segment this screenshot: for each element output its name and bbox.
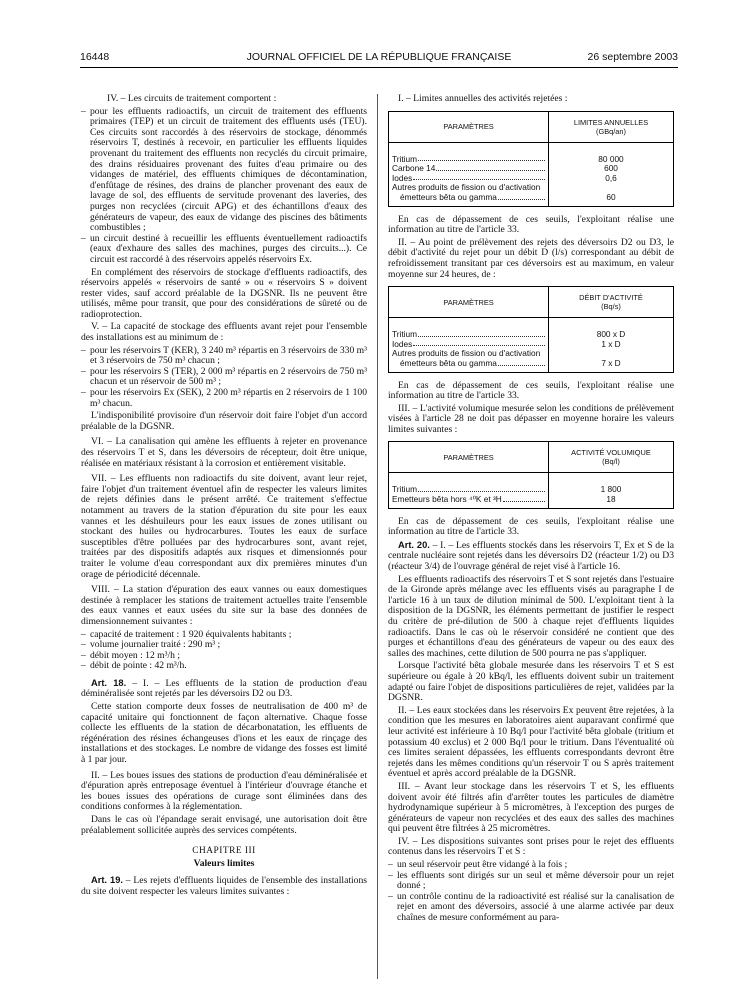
list-item: – débit de pointe : 42 m³/h. [81,661,367,672]
list-item: – un contrôle continu de la radioactivité est réalisé sur la canalisation de rejet en amont des déversoirs, associé à une alarme activée par deux chaînes de mesure conformément au para- [388,892,674,924]
table-row: Emetteurs bêta hors ⁴⁰K et ³H 18 [389,495,674,508]
paragraph-vi: VI. – La canalisation qui amène les effluents à rejeter en provenance des réservoirs T et S, dans les déversoirs de récepteur, doit être unique, réalisée en matériaux résistant à la corrosion et entièrement visitable. [81,436,367,469]
list-item: – volume journalier traité : 290 m³ ; [81,640,367,651]
paragraph-ii-boues: II. – Les boues issues des stations de production d'eau déminéralisée et d'épuration après entreposage éventuel à l'intérieur d'ouvrage étanche et les boues issues des opérations de curage sont éliminées dans des conditions conformes à la réglementation. [81,769,367,813]
table-row: Autres produits de fission ou d'activation émetteurs bêta ou gamma 7 x D [389,349,674,372]
paragraph-epandage: Dans le cas où l'épandage serait envisagé, une autorisation doit être préalablement sollicitée auprès des services compétents. [81,814,367,836]
table-header: LIMITES ANNUELLES (GBq/an) [549,111,674,142]
list-item: – pour les réservoirs Ex (SEK), 2 200 m³ répartis en 2 réservoirs de 1 100 m³ chacun. [81,388,367,409]
article-20 [388,540,674,573]
page-number: 16448 [80,51,110,63]
paragraph-indisponibilite: L'indisponibilité provisoire d'un réservoir doit faire l'objet d'un accord préalable de la DGSNR. [81,410,367,432]
paragraph-v: V. – La capacité de stockage des effluents avant rejet pour l'ensemble des installations est au minimum de : [81,321,367,344]
list-item: – les effluents sont dirigés sur un seul et même déversoir pour un rejet donné ; [388,871,674,892]
paragraph-lorsque: Lorsque l'activité bêta globale mesurée dans les réservoirs T et S est supérieure ou égale à 20 kBq/l, les effluents doivent subir un traitement adapté ou faire l'objet de dispositions particulières de rejet, validées par la DGSNR. [388,660,674,704]
list-item: – pour les effluents radioactifs, un circuit de traitement des effluents primaires (TEP) et un circuit de traitement des effluents usés (TEU). Ces circuits sont raccordés à des réservoirs de stockage, dénommés réservoirs T, destinés à recevoir, en particulier les effluents liquides provenant du traitement des effluents non recyclés du circuit primaire, des drains résiduaires provenant des fuites d'eau primaire ou des vidanges de matériel, des effluents chimiques de décontamination, d'enfûtage de résines, des drains de plancher provenant des eaux de lavage de sol, des effluents de servitude provenant des laveries, des purges non recyclées (circuit APG) et des échantillons d'eaux des générateurs de vapeur, des eaux de vidange des piscines des bâtiments combustibles ; [81,107,367,234]
paragraph-vii: VII. – Les effluents non radioactifs du site doivent, avant leur rejet, faire l'objet d'un traitement éventuel afin de respecter les valeurs limites de rejets définies dans le présent arrêté. Ce traitement s'effectue notamment au travers de la station d'épuration du site pour les eaux vannes et les déshuileurs pour les eaux issues de zones utilisant ou stockant des huiles ou hydrocarbures. Toutes les eaux de surface susceptibles d'être polluées par des hydrocarbures sont, avant rejet, traitées par des dispositifs adaptés aux risques et dimensionnés pour traiter le volume d'eau correspondant aux dix premières minutes d'un orage de périodicité décennale. [81,473,367,580]
paragraph-depassement-2: En cas de dépassement de ces seuils, l'exploitant réalise une information au titre de l'article 33. [388,379,674,402]
table-row: Carbone 14 600 [389,164,674,174]
paragraph-station: Cette station comporte deux fosses de neutralisation de 400 m³ de capacité unitaire qui fonctionnent de façon alternative. Chaque fosse collecte les effluents de la station de décarbonatation, les effluents de régénération des résines échangeuses d'ions et les eaux de rinçage des installations et des stockages. Le nombre de vidange des fosses est limité à 1 par jour. [81,701,367,766]
table-header: PARAMÈTRES [389,442,549,473]
article-18 [81,678,367,700]
table-row: Tritium 800 x D [389,318,674,340]
paragraph-iv-dispositions: IV. – Les dispositions suivantes sont prises pour le rejet des effluents contenus dans les réservoirs T et S : [388,835,674,858]
header-rule [80,67,678,68]
table-header: ACTIVITÉ VOLUMIQUE (Bq/l) [549,442,674,473]
list-iv-dispositions [388,860,674,924]
right-column [388,94,674,926]
publication-date: 26 septembre 2003 [587,51,678,63]
table-row: Tritium 1 800 [389,473,674,495]
article-19 [81,875,367,897]
journal-title: JOURNAL OFFICIEL DE LA RÉPUBLIQUE FRANÇAISE [246,51,512,63]
paragraph-iv: IV. – Les circuits de traitement comportent : [107,93,277,104]
left-column [81,94,367,900]
table-annual-limits [388,111,674,207]
column-divider [377,94,378,979]
paragraph-ii-eaux: II. – Les eaux stockées dans les réservoirs Ex peuvent être rejetées, à la condition que les mesures en laboratoires aient auparavant confirmé que leur activité est inférieure à 10 Bq/l pour l'activité bêta globale (tritium et potassium 40 exclus) et 2 000 Bq/l pour le tritium. Dans l'éventualité où ces limites seraient dépassées, les effluents correspondants devront être rejetés dans les mêmes conditions qu'un réservoir T ou S après traitement éventuel et après accord préalable de la DGSNR. [388,704,674,780]
list-item: – pour les réservoirs T (KER), 3 240 m³ répartis en 3 réservoirs de 330 m³ et 3 réservoirs de 750 m³ chacun ; [81,346,367,367]
paragraph-depassement-3: En cas de dépassement de ces seuils, l'exploitant réalise une information au titre de l'article 33. [388,515,674,538]
table-row: Iodes 1 x D [389,340,674,350]
paragraph-depassement-1: En cas de dépassement de ces seuils, l'exploitant réalise une information au titre de l'article 33. [388,213,674,236]
paragraph-iii: III. – L'activité volumique mesurée selon les conditions de prélèvement visées à l'article 28 ne doit pas dépasser en moyenne horaire les valeurs limites suivantes : [388,402,674,435]
list-item: – un seul réservoir peut être vidangé à la fois ; [388,860,674,871]
table-row: Iodes 0,6 [389,174,674,184]
page-header [80,51,678,65]
paragraph-ii: II. – Au point de prélèvement des rejets des déversoirs D2 ou D3, le débit d'activité du rejet pour un débit D (l/s) correspondant au débit de refroidissement transitant par ces déversoirs est au maximum, en valeur moyenne sur 24 heures, de : [388,236,674,280]
list-item: – pour les réservoirs S (TER), 2 000 m³ répartis en 2 réservoirs de 750 m³ chacun et un réservoir de 500 m³ ; [81,367,367,388]
article-19-label: Art. 19. [91,875,123,886]
table-header: PARAMÈTRES [389,287,549,318]
article-18-text: – I. – Les effluents de la station de production d'eau déminéralisée sont rejetés par les déversoirs D2 ou D3. [81,677,367,700]
chapter-heading: CHAPITRE III [192,846,256,857]
table-header: DÉBIT D'ACTIVITÉ (Bq/s) [549,287,674,318]
paragraph-i: I. – Limites annuelles des activités rejetées : [398,93,568,104]
table-row: Autres produits de fission ou d'activation émetteurs bêta ou gamma 60 [389,183,674,206]
table-volume-activity [388,441,674,508]
article-20-text: – I. – Les effluents stockés dans les réservoirs T, Ex et S de la centrale nucléaire sont rejetés dans les déversoirs D2 (réacteur 1/2) ou D3 (réacteur 3/4) de l'ouvrage général de rejet visé à l'article 16. [388,539,674,573]
list-item: – capacité de traitement : 1 920 équivalents habitants ; [81,630,367,641]
article-19-text: – Les rejets d'effluents liquides de l'ensemble des installations du site doivent respecter les valeurs limites suivantes : [81,875,367,897]
list-iv [81,107,367,266]
table-activity-flow [388,286,674,372]
paragraph-radioactifs: Les effluents radioactifs des réservoirs T et S sont rejetés dans l'estuaire de la Gironde après mélange avec les effluents visés au paragraphe I de l'article 16 à un taux de dilution minimal de 500. L'exploitant tient à la disposition de la DGSNR, les éléments permettant de justifier le respect du critère de pré-dilution de 500 à chaque rejet d'effluents liquides radioactifs. Dans le cas où le réservoir considéré ne contient que des purges et échantillons d'eau des générateurs de vapeur ou des eaux des salles des machines, cette dilution de 500 pourra ne pas s'appliquer. [388,573,674,659]
list-viii [81,630,367,672]
list-item: – débit moyen : 12 m³/h ; [81,651,367,662]
paragraph-iii-avant: III. – Avant leur stockage dans les réservoirs T et S, les effluents doivent avoir été filtrés afin d'arrêter toutes les particules de diamètre hydrodynamique supérieur à 5 micromètres, à l'exception des purges de générateurs de vapeur non recyclées et des eaux des salles des machines qui peuvent être filtrées à 25 micromètres. [388,780,674,835]
article-20-label: Art. 20. [398,539,430,550]
table-row: Tritium 80 000 [389,142,674,164]
table-header: PARAMÈTRES [389,111,549,142]
list-v [81,346,367,410]
list-item: – un circuit destiné à recueillir les effluents éventuellement radioactifs (eaux d'exhaure des salles des machines, purges des circuits...). Ce circuit est raccordé à des réservoirs appelés réservoirs Ex. [81,234,367,266]
chapter-title: Valeurs limites [193,857,255,869]
article-18-label: Art. 18. [91,677,127,688]
paragraph-complement: En complément des réservoirs de stockage d'effluents radioactifs, des réservoirs appelés « réservoirs de santé » ou « réservoirs S » doivent rester vides, sauf accord préalable de la DGSNR. Ils ne peuvent être utilisés, même pour transit, que pour des considérations de sûreté ou de radioprotection. [81,266,367,320]
paragraph-viii: VIII. – La station d'épuration des eaux vannes ou eaux domestiques destinée à remplacer les stations de traitement actuelles traite l'ensemble des eaux vannes et eaux usées du site sur la base des données de dimensionnement suivantes : [81,584,367,627]
